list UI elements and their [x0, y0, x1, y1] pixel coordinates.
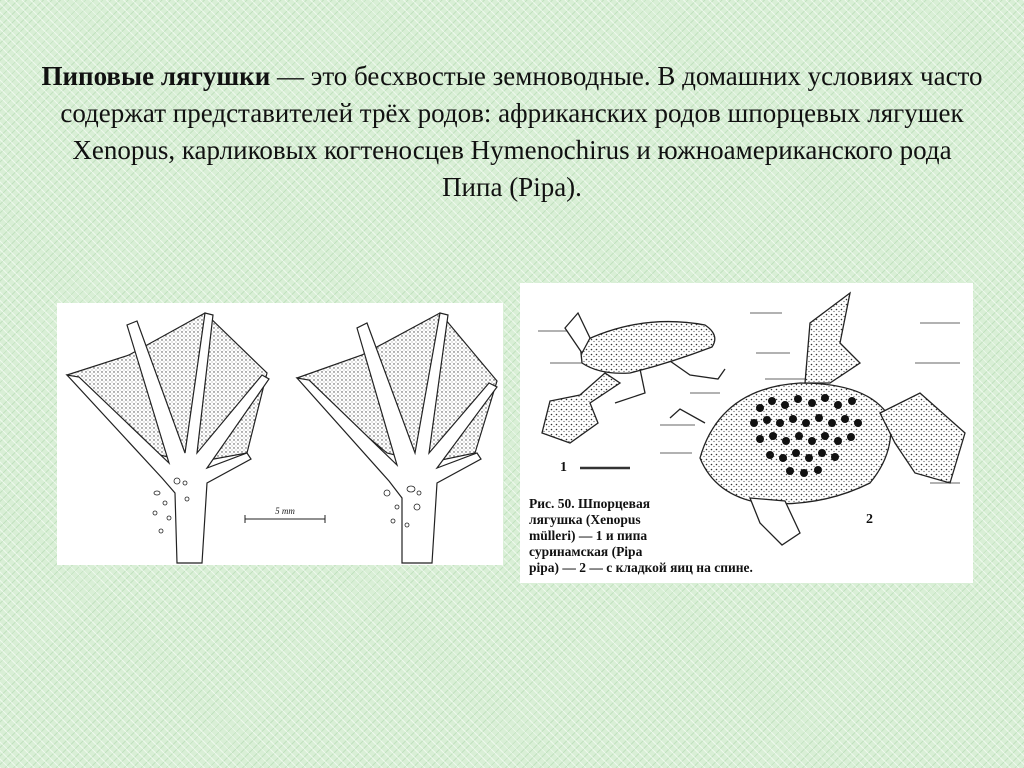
slide-paragraph [40, 58, 984, 206]
webbed-feet-drawing [57, 303, 503, 565]
paragraph-bold-term: Пиповые лягушки [41, 61, 271, 91]
caption-line: суринамская (Pipa [529, 544, 643, 559]
webbed-feet-illustration [57, 303, 503, 565]
foot-left [67, 313, 269, 563]
label-1: 1 [560, 460, 567, 475]
xenopus-frog [542, 313, 725, 443]
figure-caption [529, 496, 801, 576]
caption-line: mülleri) — 1 и пипа [529, 528, 648, 543]
paragraph-text: — это бесхвостые земноводные. В домашних условиях часто содержат представителей трёх родов: африканских родов шпорцевых лягушек Xenopus, карликовых когтеносцев Hymenochirus и южноамериканского рода Пипа (Pipa). [60, 61, 983, 202]
frogs-figure [520, 283, 973, 583]
caption-line: Рис. 50. Шпорцевая [529, 496, 650, 511]
scale-label: 5 mm [275, 506, 295, 516]
label-2: 2 [866, 512, 873, 527]
caption-line: pipa) — 2 — с кладкой яиц на спине. [529, 560, 753, 575]
caption-line: лягушка (Xenopus [529, 512, 641, 527]
foot-right [297, 313, 497, 563]
scale-bar [245, 506, 325, 523]
